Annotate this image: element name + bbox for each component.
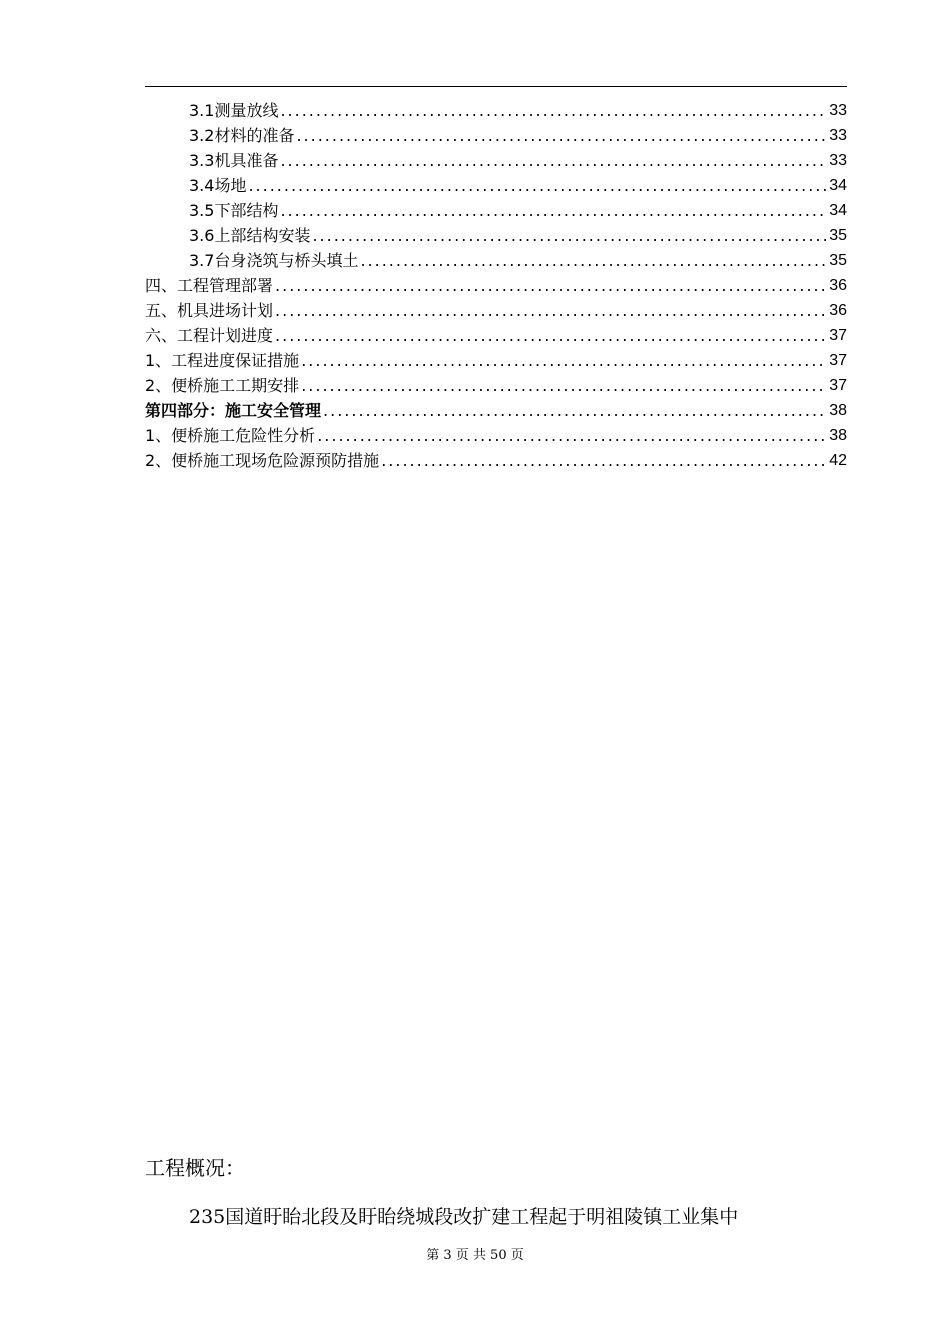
toc-entry-page-number: 33	[829, 102, 847, 119]
toc-dot-leader	[360, 251, 827, 271]
toc-dot-leader	[275, 276, 827, 296]
toc-dot-leader	[275, 326, 827, 346]
toc-entry-page-number: 37	[829, 352, 847, 369]
toc-entry[interactable]	[145, 346, 847, 371]
toc-entry[interactable]	[145, 371, 847, 396]
toc-entry-label: 2、便桥施工工期安排	[145, 376, 300, 395]
toc-entry-label: 四、工程管理部署	[145, 276, 274, 295]
toc-entry[interactable]	[145, 221, 847, 246]
toc-entry[interactable]	[145, 446, 847, 471]
header-rule	[145, 86, 847, 87]
toc-entry-page-number: 36	[829, 277, 847, 294]
toc-entry[interactable]	[145, 421, 847, 446]
toc-entry[interactable]	[145, 396, 847, 421]
toc-entry-page-number: 38	[829, 402, 847, 419]
toc-dot-leader	[296, 126, 827, 146]
toc-dot-leader	[312, 226, 827, 246]
toc-entry-label: 3.4场地	[189, 176, 247, 195]
toc-entry[interactable]	[145, 296, 847, 321]
toc-dot-leader	[317, 426, 827, 446]
toc-entry-label: 3.1测量放线	[189, 101, 279, 120]
toc-dot-leader	[280, 101, 827, 121]
toc-entry-page-number: 37	[829, 327, 847, 344]
toc-entry-label: 第四部分：施工安全管理	[145, 401, 322, 420]
section-heading: 工程概况：	[145, 1156, 245, 1180]
toc-dot-leader	[280, 151, 827, 171]
toc-entry[interactable]	[145, 246, 847, 271]
toc-entry-page-number: 36	[829, 302, 847, 319]
toc-entry-label: 3.2材料的准备	[189, 126, 295, 145]
toc-entry-label: 3.5下部结构	[189, 201, 279, 220]
toc-entry[interactable]	[145, 96, 847, 121]
toc-entry[interactable]	[145, 146, 847, 171]
toc-entry-label: 1、便桥施工危险性分析	[145, 426, 316, 445]
toc-entry-page-number: 34	[829, 202, 847, 219]
toc-dot-leader	[301, 376, 827, 396]
toc-dot-leader	[381, 451, 827, 471]
toc-entry-label: 3.7台身浇筑与桥头填土	[189, 251, 359, 270]
toc-entry[interactable]	[145, 196, 847, 221]
table-of-contents	[145, 96, 847, 471]
toc-dot-leader	[323, 401, 827, 421]
toc-entry[interactable]	[145, 171, 847, 196]
toc-dot-leader	[280, 201, 827, 221]
toc-dot-leader	[301, 351, 827, 371]
toc-entry-page-number: 42	[829, 452, 847, 469]
toc-dot-leader	[275, 301, 827, 321]
toc-entry-label: 五、机具进场计划	[145, 301, 274, 320]
toc-entry[interactable]	[145, 271, 847, 296]
toc-entry[interactable]	[145, 121, 847, 146]
toc-entry-page-number: 38	[829, 427, 847, 444]
toc-entry-label: 3.6上部结构安装	[189, 226, 311, 245]
toc-entry-label: 2、便桥施工现场危险源预防措施	[145, 451, 380, 470]
toc-dot-leader	[248, 176, 827, 196]
toc-entry-label: 1、工程进度保证措施	[145, 351, 300, 370]
body-paragraph: 235国道盱眙北段及盱眙绕城段改扩建工程起于明祖陵镇工业集中	[189, 1206, 739, 1228]
toc-entry-label: 六、工程计划进度	[145, 326, 274, 345]
toc-entry-page-number: 37	[829, 377, 847, 394]
toc-entry-page-number: 33	[829, 152, 847, 169]
toc-entry-page-number: 35	[829, 252, 847, 269]
toc-entry[interactable]	[145, 321, 847, 346]
toc-entry-page-number: 35	[829, 227, 847, 244]
toc-entry-page-number: 34	[829, 177, 847, 194]
toc-entry-page-number: 33	[829, 127, 847, 144]
page-footer: 第 3 页 共 50 页	[426, 1248, 524, 1263]
toc-entry-label: 3.3机具准备	[189, 151, 279, 170]
